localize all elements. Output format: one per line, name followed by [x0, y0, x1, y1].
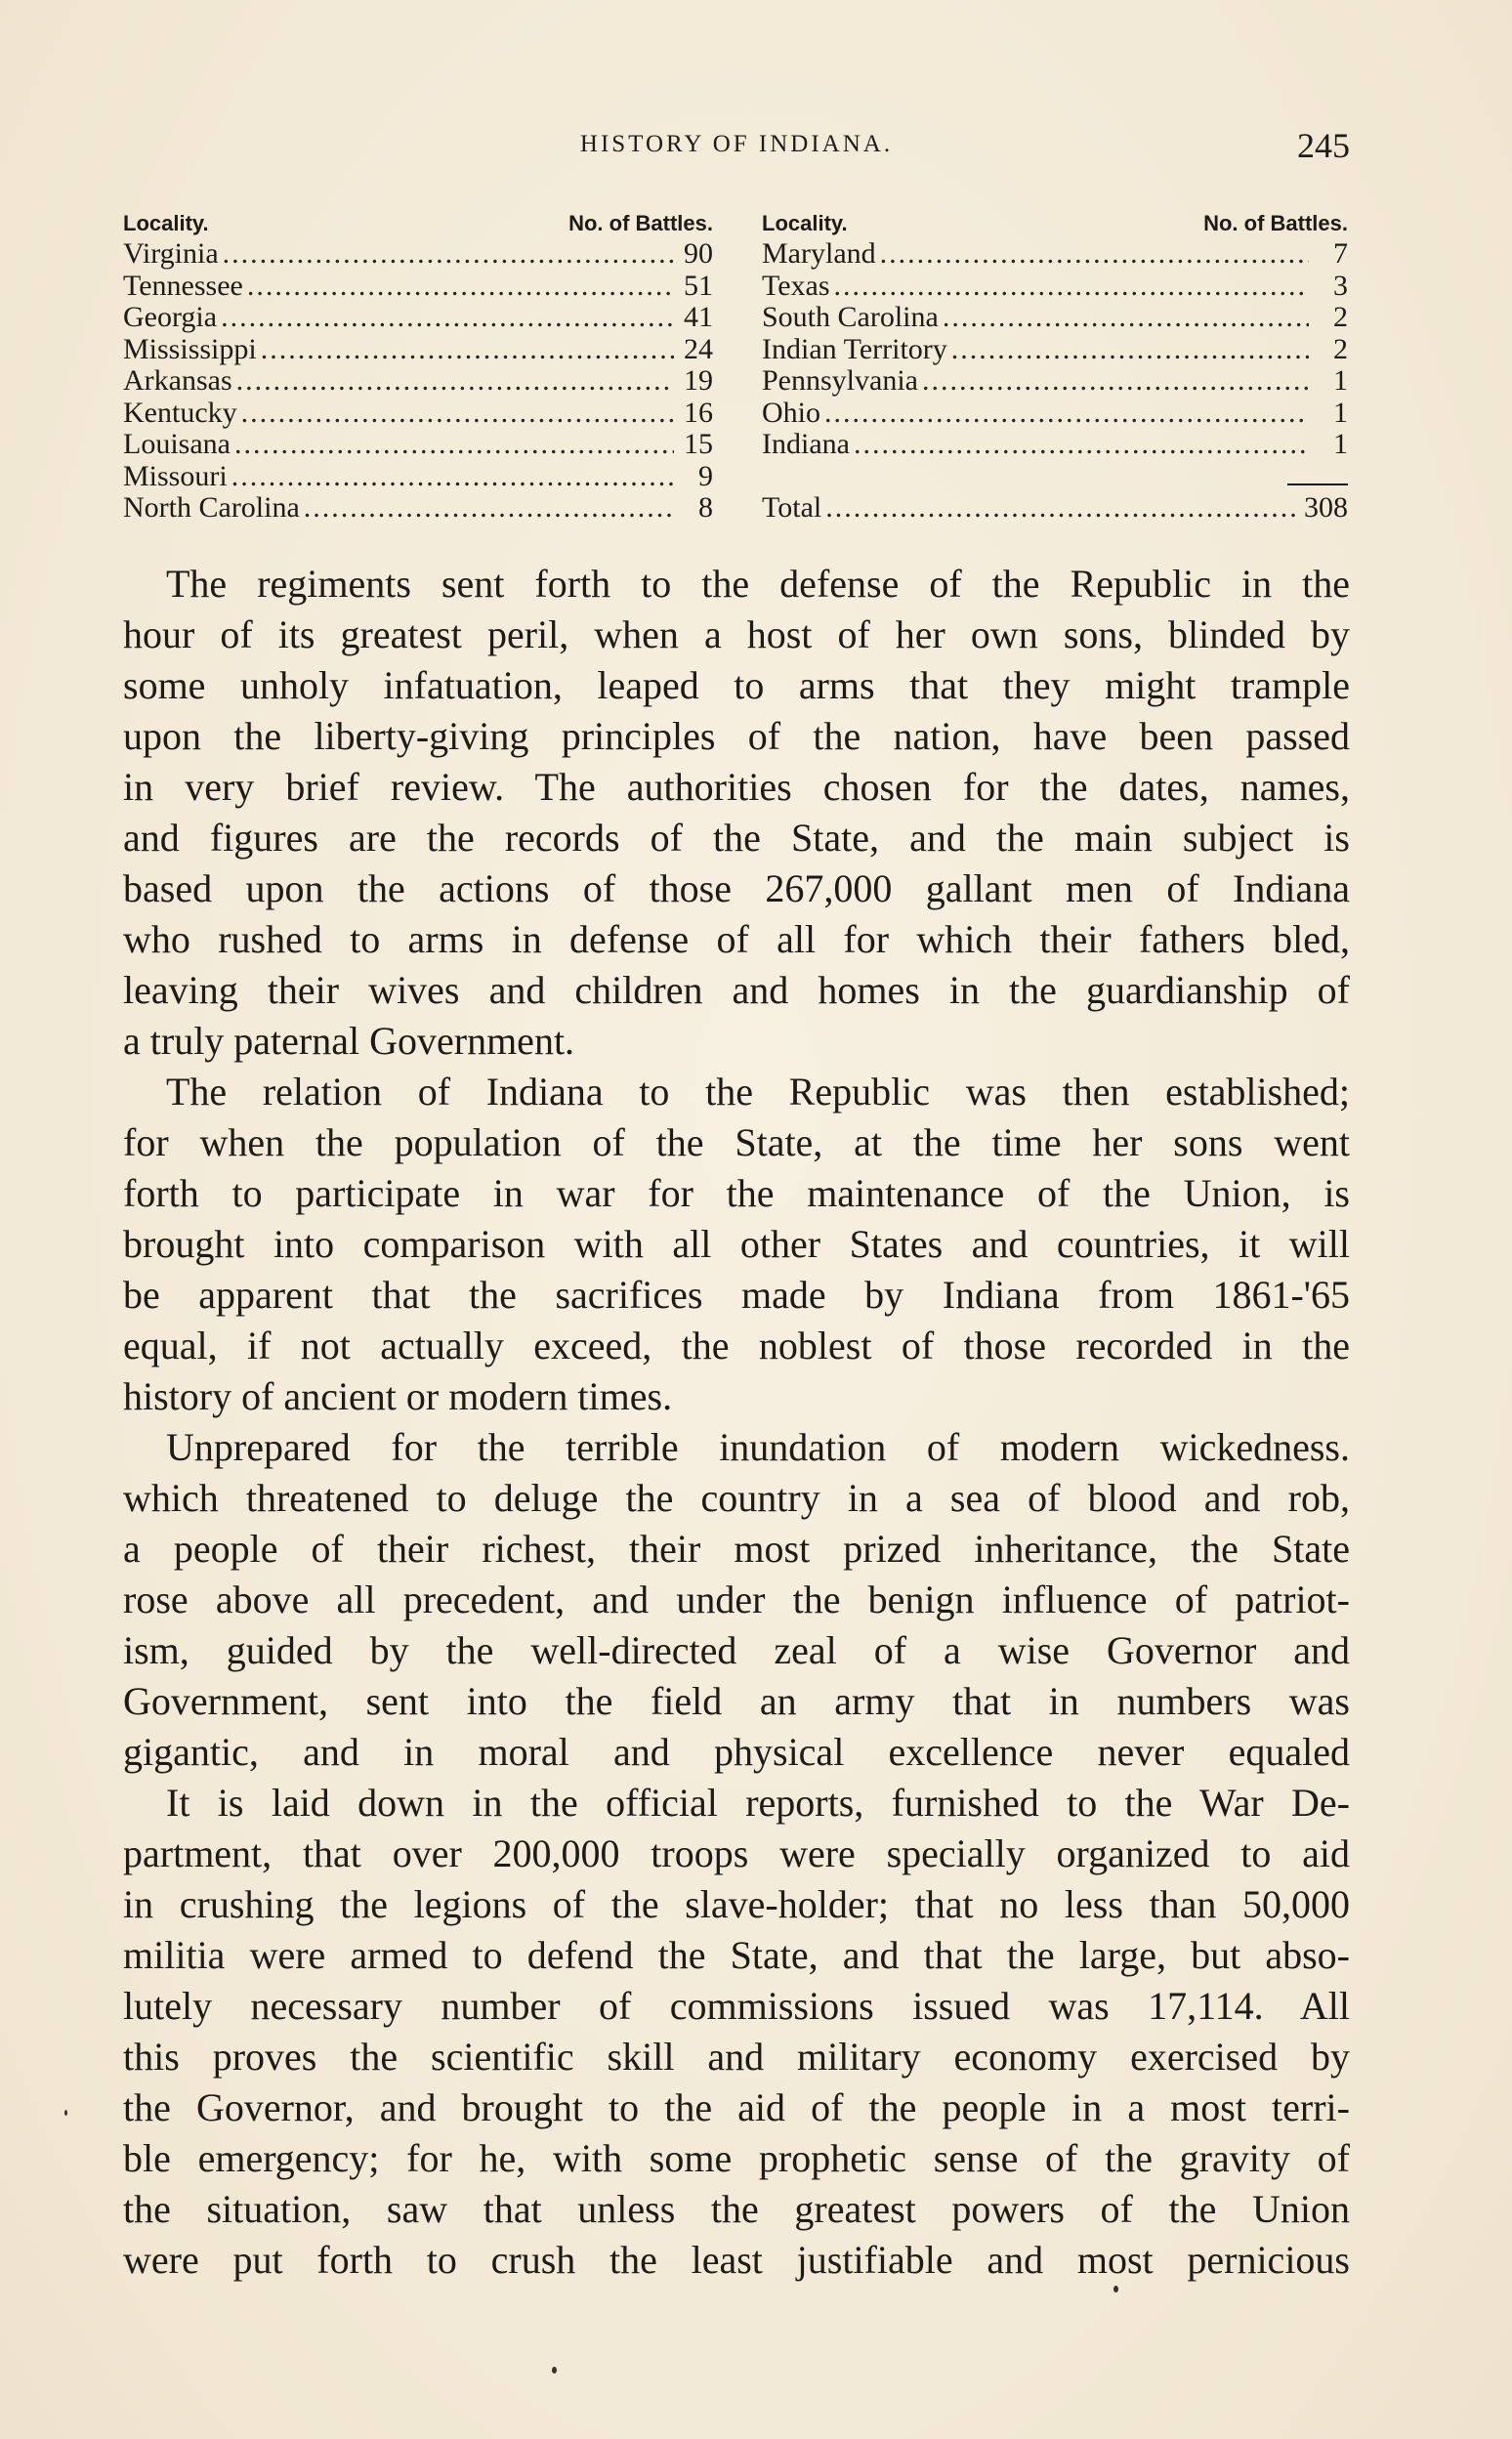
battle-count: 1 — [1333, 364, 1348, 397]
text-line: who rushed to arms in defense of all for which their fathers bled, — [123, 917, 1350, 961]
locality-name: Kentucky — [123, 396, 237, 429]
text-line: leaving their wives and children and homes in the guardianship of — [123, 968, 1350, 1012]
body-text — [123, 559, 1350, 2286]
locality-name: South Carolina — [762, 301, 939, 333]
text-line: ism, guided by the well-directed zeal of a wise Governor and — [123, 1628, 1350, 1672]
page-header — [123, 125, 1350, 174]
leader-dots — [922, 365, 1309, 398]
table-row — [123, 492, 713, 525]
table-row — [762, 429, 1348, 461]
text-line: history of ancient or modern times. — [123, 1374, 673, 1418]
ink-speck — [552, 2367, 557, 2374]
locality-name: Indian Territory — [762, 332, 947, 365]
text-line: which threatened to deluge the country in a sea of blood and rob, — [123, 1476, 1350, 1520]
total-label: Total — [762, 491, 822, 524]
text-line: lutely necessary number of commissions issued was 17,114. All — [123, 1984, 1350, 2028]
text-line: some unholy infatuation, leaped to arms that they might trample — [123, 663, 1350, 707]
locality-name: Maryland — [762, 237, 876, 270]
table-row — [123, 429, 713, 461]
column-header-locality: Locality. — [762, 211, 848, 235]
locality-name: Ohio — [762, 396, 820, 429]
locality-name: Mississippi — [123, 332, 257, 365]
text-line: based upon the actions of those 267,000 gallant men of Indiana — [123, 866, 1350, 910]
locality-name: Arkansas — [123, 364, 232, 397]
leader-dots — [824, 398, 1309, 430]
text-line: It is laid down in the official reports, furnished to the War De- — [166, 1781, 1350, 1825]
table-row — [762, 302, 1348, 334]
ink-speck — [1113, 2286, 1118, 2292]
text-line: militia were armed to defend the State, and that the large, but abso- — [123, 1933, 1350, 1977]
locality-name: Georgia — [123, 301, 218, 333]
battle-count: 41 — [684, 301, 713, 333]
text-line: the situation, saw that unless the greatest powers of the Union — [123, 2187, 1350, 2231]
table-row — [123, 271, 713, 303]
column-header-locality: Locality. — [123, 211, 209, 235]
leader-dots — [223, 238, 674, 271]
battle-count: 9 — [698, 459, 713, 492]
text-line: equal, if not actually exceed, the noblest of those recorded in the — [123, 1324, 1350, 1367]
text-line: and figures are the records of the State, and the main subject is — [123, 816, 1350, 860]
text-line: ble emergency; for he, with some prophetic sense of the gravity of — [123, 2136, 1350, 2180]
battle-count: 1 — [1333, 428, 1348, 460]
leader-dots — [880, 238, 1309, 271]
leader-dots — [247, 271, 674, 303]
total-rule-row — [762, 461, 1348, 493]
table-row — [762, 271, 1348, 303]
total-rule — [1287, 484, 1348, 485]
battle-count: 1 — [1333, 396, 1348, 429]
text-line: in crushing the legions of the slave-holder; that no less than 50,000 — [123, 1882, 1350, 1926]
text-line: The regiments sent forth to the defense of the Republic in the — [166, 562, 1350, 606]
text-line: the Governor, and brought to the aid of the people in a most terri- — [123, 2085, 1350, 2129]
text-line: gigantic, and in moral and physical excellence never equaled — [123, 1730, 1350, 1774]
locality-name: Virginia — [123, 237, 219, 270]
table-row — [762, 238, 1348, 271]
table-row — [123, 461, 713, 493]
leader-dots — [261, 334, 674, 366]
text-line: hour of its greatest peril, when a host of her own sons, blinded by — [123, 612, 1350, 656]
battle-count: 7 — [1333, 237, 1348, 270]
total-value: 308 — [1304, 491, 1348, 524]
column-header-battles: No. of Battles. — [568, 211, 713, 235]
leader-dots — [221, 302, 674, 334]
battle-count: 19 — [684, 364, 713, 397]
locality-name: Indiana — [762, 428, 850, 460]
text-line: brought into comparison with all other States and countries, it will — [123, 1222, 1350, 1266]
table-row — [123, 302, 713, 334]
leader-dots — [234, 429, 674, 461]
battles-table-left — [123, 205, 713, 525]
locality-name: Pennsylvania — [762, 364, 918, 397]
text-line: Government, sent into the field an army that in numbers was — [123, 1679, 1350, 1723]
battle-count: 24 — [684, 332, 713, 365]
table-row — [123, 398, 713, 430]
text-line: The relation of Indiana to the Republic was then established; — [166, 1070, 1350, 1114]
total-row — [762, 492, 1348, 525]
table-row — [123, 334, 713, 366]
battle-count: 51 — [684, 269, 713, 302]
locality-name: North Carolina — [123, 491, 300, 524]
leader-dots — [241, 398, 674, 430]
locality-name: Tennessee — [123, 269, 243, 302]
battle-count: 3 — [1333, 269, 1348, 302]
locality-name: Louisana — [123, 428, 231, 460]
running-title: HISTORY OF INDIANA. — [579, 131, 894, 157]
text-line: in very brief review. The authorities chosen for the dates, names, — [123, 765, 1350, 809]
battle-count: 90 — [684, 237, 713, 270]
leader-dots — [236, 365, 674, 398]
text-line: upon the liberty-giving principles of the nation, have been passed — [123, 714, 1350, 758]
leader-dots — [825, 492, 1300, 525]
text-line: Unprepared for the terrible inundation of modern wickedness. — [166, 1425, 1350, 1469]
table-row — [762, 398, 1348, 430]
locality-name: Texas — [762, 269, 830, 302]
text-line: this proves the scientific skill and military economy exercised by — [123, 2035, 1350, 2079]
ink-speck — [64, 2110, 67, 2116]
table-header — [762, 205, 1348, 238]
leader-dots — [854, 429, 1309, 461]
table-row — [123, 365, 713, 398]
battle-count: 2 — [1333, 332, 1348, 365]
table-row — [123, 238, 713, 271]
text-line: were put forth to crush the least justifiable and most pernicious — [123, 2238, 1350, 2282]
battle-count: 16 — [684, 396, 713, 429]
text-line: for when the population of the State, at the time her sons went — [123, 1120, 1350, 1164]
leader-dots — [834, 271, 1309, 303]
leader-dots — [943, 302, 1309, 334]
text-line: forth to participate in war for the maintenance of the Union, is — [123, 1171, 1350, 1215]
text-line: rose above all precedent, and under the benign influence of patriot- — [123, 1577, 1350, 1621]
text-line: partment, that over 200,000 troops were specially organized to aid — [123, 1831, 1350, 1875]
leader-dots — [951, 334, 1309, 366]
leader-dots — [304, 492, 674, 525]
page-number: 245 — [1297, 126, 1350, 165]
table-header — [123, 205, 713, 238]
text-line: a people of their richest, their most prized inheritance, the State — [123, 1527, 1350, 1571]
battle-count: 15 — [684, 428, 713, 460]
table-row — [762, 334, 1348, 366]
battle-count: 8 — [698, 491, 713, 524]
locality-name: Missouri — [123, 459, 228, 492]
battles-table-right — [762, 205, 1348, 525]
battle-count: 2 — [1333, 301, 1348, 333]
text-line: a truly paternal Government. — [123, 1019, 575, 1063]
text-line: be apparent that the sacrifices made by Indiana from 1861-'65 — [123, 1273, 1350, 1317]
leader-dots — [231, 461, 674, 493]
column-header-battles: No. of Battles. — [1203, 211, 1348, 235]
table-row — [762, 365, 1348, 398]
